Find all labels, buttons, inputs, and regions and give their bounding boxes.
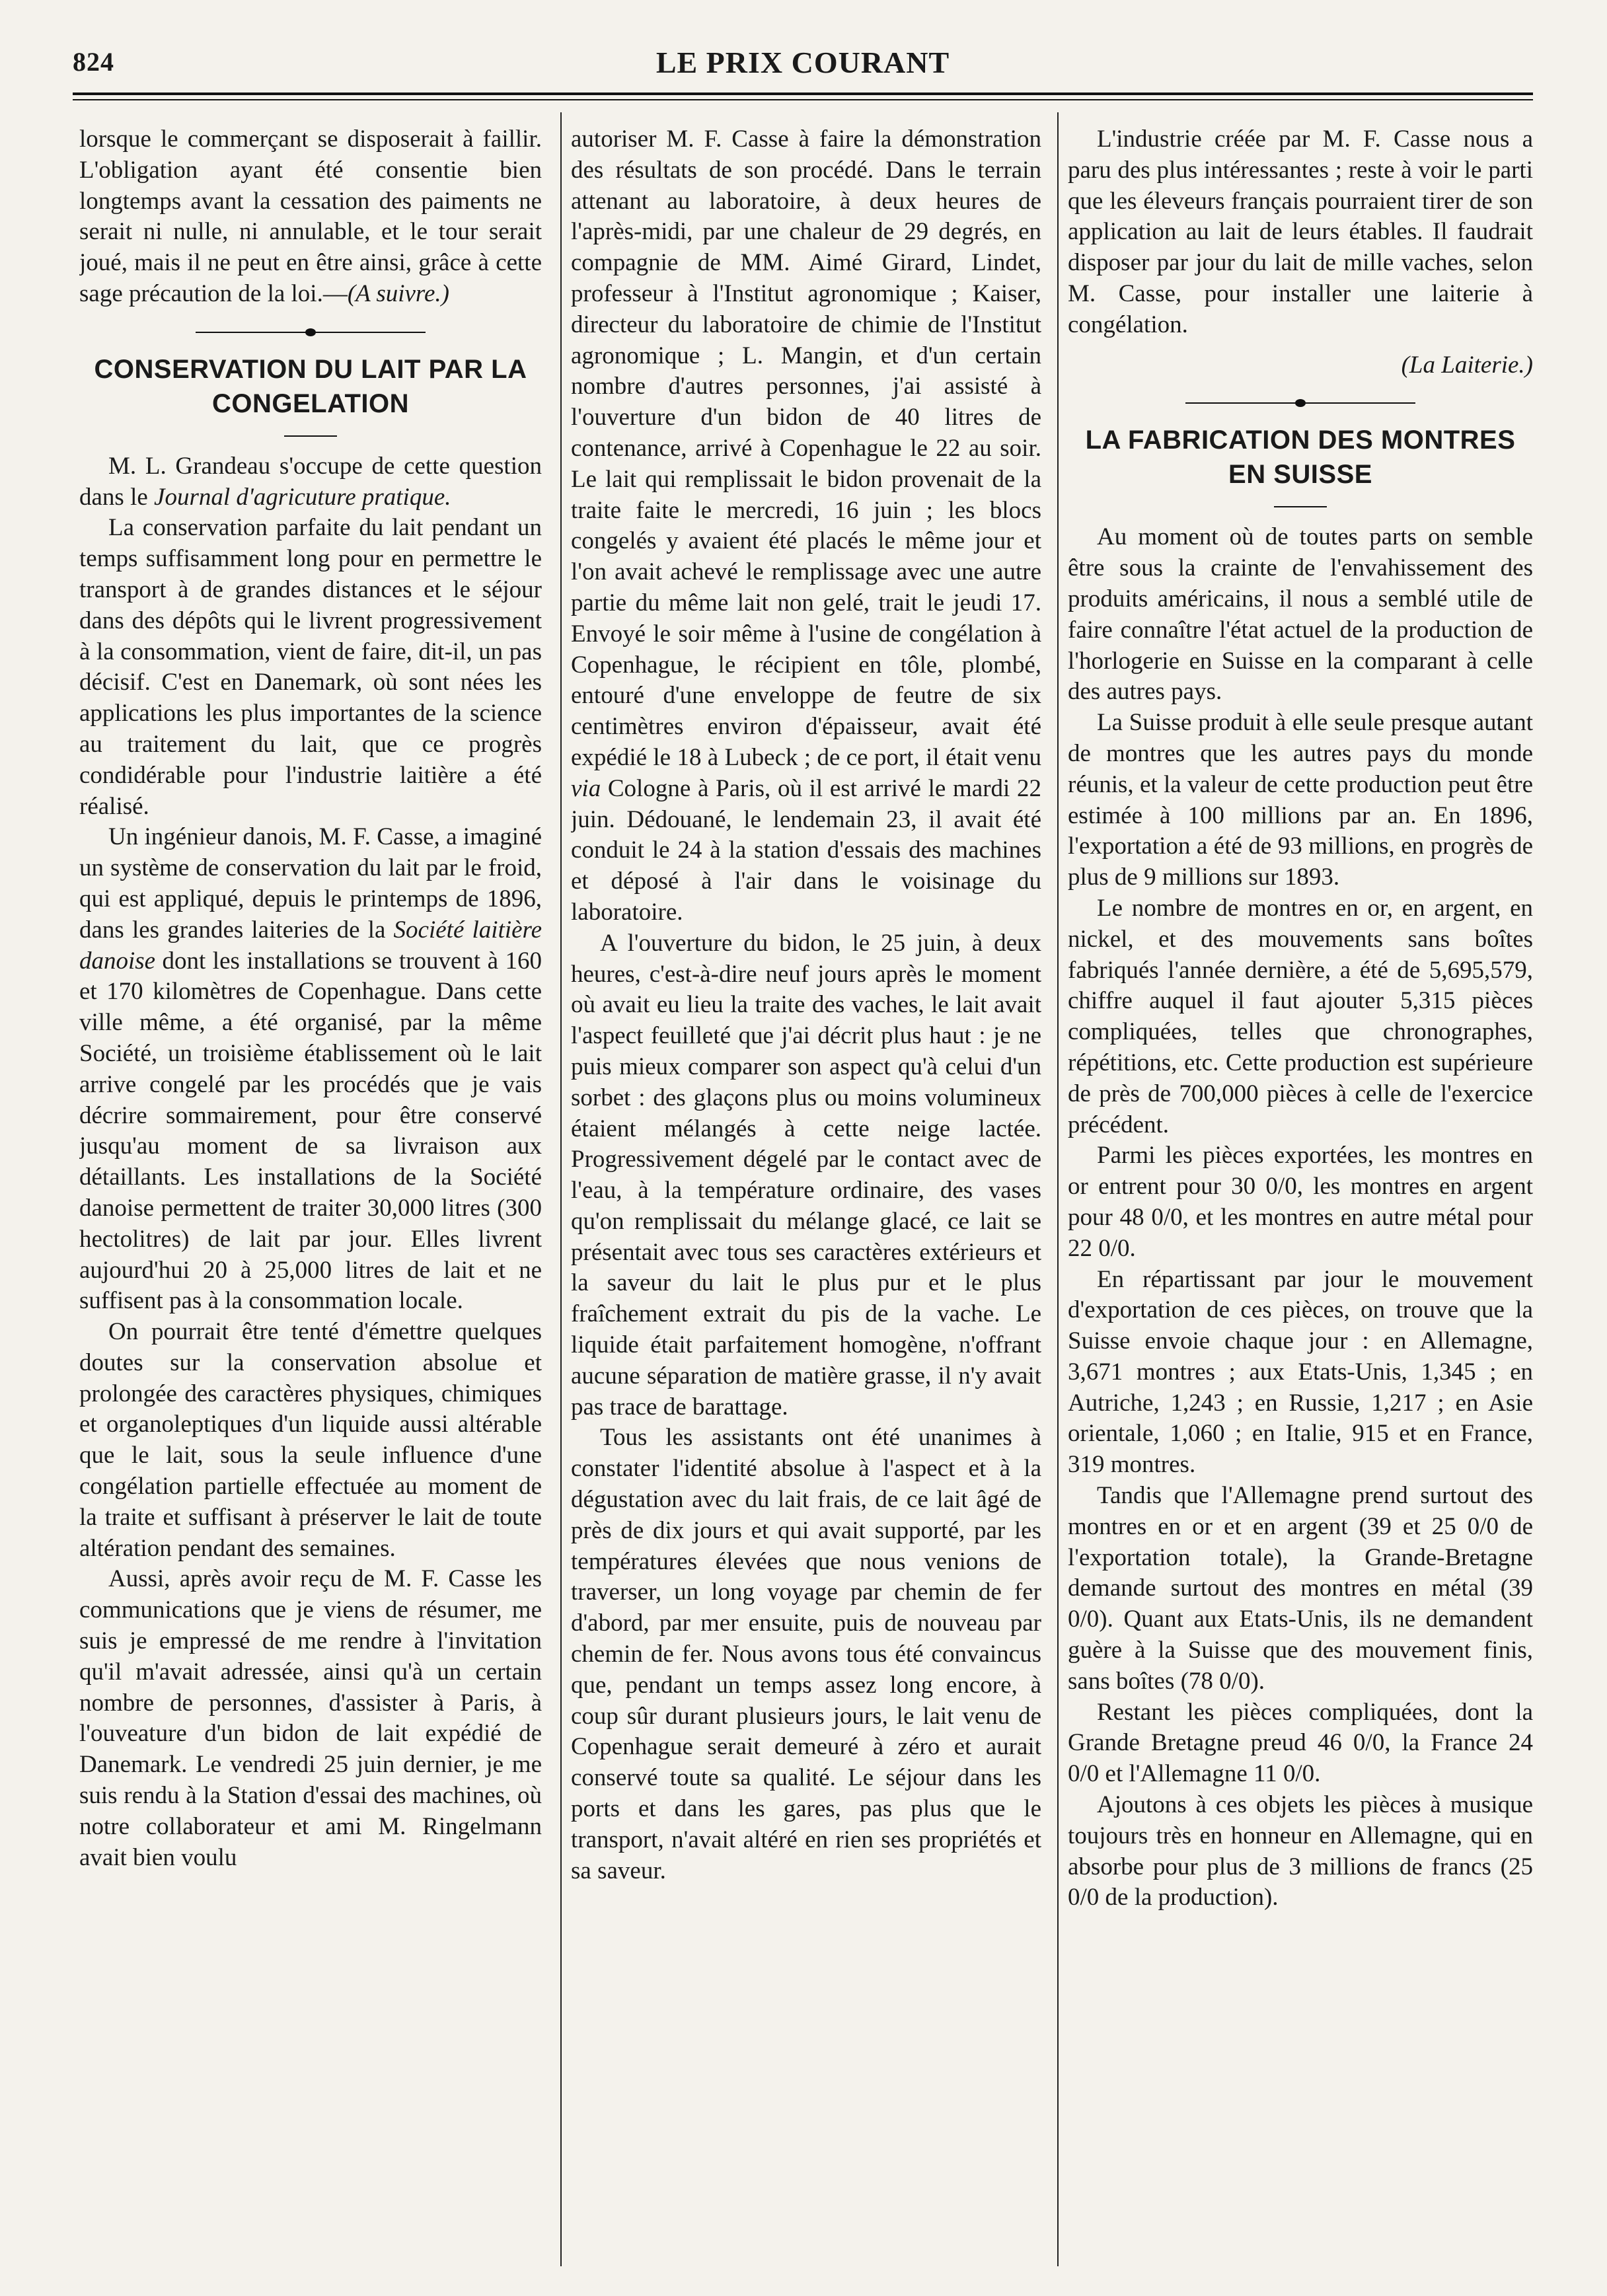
paragraph: Restant les pièces compliquées, dont la Grande Bretagne preud 46 0/0, la France 24 0/0 et l'Allemagne 11 0/0. [1068,1698,1533,1788]
article-headline: LA FABRICATION DES MONTRES EN SUISSE [1085,426,1516,490]
page-header [73,46,1533,93]
column-3 [1068,124,1533,2278]
paragraph-text: Un ingénieur danois, M. F. Casse, a imaginé un système de conservation du lait par le froid, qui est appliqué, depuis le printemps de 1896, dans les grandes laiteries de la [79,823,542,944]
paragraph: Tous les assistants ont été unanimes à constater l'identité absolue à l'aspect et à la dégustation avec du lait frais, de ce lait âgé de près de dix jours et qui avait supporté, par les températures élevées que nous venions de traverser, un long voyage par chemin de fer d'abord, par mer ensuite, puis de nouveau par chemin de fer. Nous avons tous été convaincus que, pendant un temps assez long encore, à coup sûr durant plusieurs jours, le lait venu de Copenhague serait demeuré à zéro et aurait conservé toute sa qualité. Le séjour dans les ports et dans les gares, pas plus que le transport, n'avait altéré en rien ses propriétés et sa saveur. [571,1424,1041,1884]
header-rule [73,93,1533,95]
journal-name: Journal d'agricuture pratique. [154,483,451,511]
section-separator [79,327,542,338]
to-be-continued: (A suivre.) [347,279,449,307]
paragraph: Au moment où de toutes parts on semble être sous la crainte de l'envahissement des produits américains, il nous a semblé utile de faire connaître l'état actuel de la production de l'horlogerie en Suisse en la comparant à celle des autres pays. [1068,523,1533,706]
paragraph: Aussi, après avoir reçu de M. F. Casse les communications que je viens de résumer, me suis je empressé de me rendre à l'invitation qu'il m'avait adressée, ainsi qu'à un certain nombre de personnes, d'assister à Paris, à l'ouveature d'un bidon de lait expédié de Danemark. Le vendredi 25 juin dernier, je me suis rendu à la Station d'essai des machines, où notre collaborateur et ami M. Ringelmann avait bien voulu [79,1565,542,1871]
column-1 [79,124,542,2278]
column-divider [560,112,562,2266]
via-word: via [571,774,601,802]
article-headline: CONSERVATION DU LAIT PAR LA CONGELATION [94,354,527,418]
paragraph [571,124,1041,928]
column-2 [571,124,1041,2278]
section-separator [1068,398,1533,408]
article-continuation [79,124,542,310]
paragraph-text: lorsque le commerçant se disposerait à faillir. L'obligation ayant été consentie bien longtemps avant la cessation des paiments ne serait ni nulle, ni annulable, et le tour serait joué, mais il ne peut en être ainsi, grâce à cette sage précaution de la loi.— [79,126,542,307]
paragraph-text: M. L. Grandeau s'occupe de cette question dans le [79,452,542,511]
paragraph: L'industrie créée par M. F. Casse nous a paru des plus intéressantes ; reste à voir le parti que les éleveurs français pourraient tirer de son application au lait de leurs étables. Il faudrait disposer par jour du lait de mille vaches, selon M. Casse, pour installer une laiterie à congélation. [1068,126,1533,338]
journal-title: LE PRIX COURANT [655,46,950,79]
header-rule-thin [73,99,1533,100]
society-name: Société laitière danoise [79,916,542,975]
paragraph: On pourrait être tenté d'émettre quelques doutes sur la conservation absolue et prolongée des caractères physiques, chimiques et organoleptiques d'un liquide aussi altérable que le lait, sous la seule influence d'une congélation partielle effectuée au moment de la traite et suffisant à préserver le lait de toute altération pendant des semaines. [79,1318,542,1562]
paragraph-text: dont les installations se trouvent à 160 et 170 kilomètres de Copenhague. Dans cette ville même, a été organisé, par la même Société, un troisième établissement où le lait arrive congelé par les procédés que je vais décrire sommairement, pour être conservé jusqu'au moment de sa livraison aux détaillants. Les installations de la Société danoise permettent de traiter 30,000 litres (300 hectolitres) de lait par jour. Elles livrent aujourd'hui 20 à 25,000 litres de lait et ne suffisent pas à la consommation locale. [79,947,542,1315]
source-text: (La Laiterie.) [1401,351,1533,379]
paragraph-text: autoriser M. F. Casse à faire la démonstration des résultats de son procédé. Dans le terrain attenant au laboratoire, à deux heures de l'après-midi, par une chaleur de 29 degrés, en compagnie de MM. Aimé Girard, Lindet, professeur à l'Institut agronomique ; Kaiser, directeur du laboratoire de chimie de l'Institut agronomique ; L. Mangin, et d'un certain nombre d'autres personnes, j'ai assisté à l'ouverture d'un bidon de 40 litres de contenance, arrivé à Copenhague le 22 au soir. Le lait qui remplissait le bidon provenait de la traite faite le mercredi, 16 juin ; les blocs congelés y avaient été placés le même jour et l'on avait achevé le remplissage avec une autre partie du même lait non gelé, trait le jeudi 17. Envoyé le soir même à l'usine de congélation à Copenhague, le récipient en tôle, plombé, entouré d'une enveloppe de feutre de six centimètres environ d'épaisseur, avait été expédié le 18 à Lubeck ; de ce port, il était venu [571,126,1041,771]
headline-rule [1274,506,1327,507]
column-divider [1057,112,1059,2266]
paragraph: En répartissant par jour le mouvement d'exportation de ces pièces, on trouve que la Suisse envoie chaque jour : en Allemagne, 3,671 montres ; aux Etats-Unis, 1,345 ; en Autriche, 1,243 ; en Russie, 1,217 ; en Asie orientale, 1,060 ; en Italie, 915 et en France, 319 montres. [1068,1265,1533,1479]
headline-rule [284,435,337,437]
paragraph [79,822,542,1317]
paragraph-text: Cologne à Paris, où il est arrivé le mardi 22 juin. Dédouané, le lendemain 23, il avait été conduit le 24 à la station d'essais des machines et déposé à l'air dans le voisinage du laboratoire. [571,774,1041,926]
paragraph: Le nombre de montres en or, en argent, en nickel, et des mouvements sans boîtes fabriqués l'année dernière, a été de 5,695,579, chiffre auquel il faut ajouter 5,315 pièces compliquées, telles que chronographes, répétitions, etc. Cette production est supérieure de près de 700,000 pièces à celle de l'exercice précédent. [1068,894,1533,1138]
paragraph [79,451,542,513]
paragraph: Parmi les pièces exportées, les montres en or entrent pour 30 0/0, les montres en argent pour 48 0/0, et les montres en autre métal pour 22 0/0. [1068,1142,1533,1262]
page-number: 824 [73,47,114,77]
paragraph: La Suisse produit à elle seule presque autant de montres que les autres pays du monde réunis, et la valeur de cette production peut être estimée à 100 millions par an. En 1896, l'exportation a été de 93 millions, en progrès de plus de 9 millions sur 1893. [1068,709,1533,891]
paragraph: A l'ouverture du bidon, le 25 juin, à deux heures, c'est-à-dire neuf jours après le moment où avait eu lieu la traite des vaches, le lait avait l'aspect feuilleté que j'ai décrit plus haut : je ne puis mieux comparer son aspect qu'à celui d'un sorbet : des glaçons plus ou moins volumineux étaient mélangés à cette neige lactée. Progressivement dégelé par le contact avec de l'eau, à la température ordinaire, des vases qu'on remplissait du mélange glacé, ce lait se présentait avec tous ses caractères extérieurs et la saveur du lait le plus pur et le plus fraîchement extrait du pis de la vache. Le liquide était parfaitement homogène, n'offrant aucune séparation de matière grasse, il n'y avait pas trace de barattage. [571,929,1041,1421]
paragraph: Tandis que l'Allemagne prend surtout des montres en or et en argent (39 et 25 0/0 de l'exportation totale), la Grande-Bretagne demande surtout des montres en métal (39 0/0). Quant aux Etats-Unis, ils ne demandent guère à la Suisse que des mouvement finis, sans boîtes (78 0/0). [1068,1482,1533,1695]
source-credit [1068,350,1533,381]
paragraph: La conservation parfaite du lait pendant un temps suffisamment long pour en permettre le transport à de grandes distances et le séjour dans des dépôts qui le livrent progressivement à la consommation, vient de faire, dit-il, un pas décisif. C'est en Danemark, où sont nées les applications les plus importantes de la science au traitement du lait, que ce progrès condidérable pour l'industrie laitière a été réalisé. [79,514,542,820]
paragraph: Ajoutons à ces objets les pièces à musique toujours très en honneur en Allemagne, qui en absorbe pour plus de 3 millions de francs (25 0/0 de la production). [1068,1791,1533,1911]
